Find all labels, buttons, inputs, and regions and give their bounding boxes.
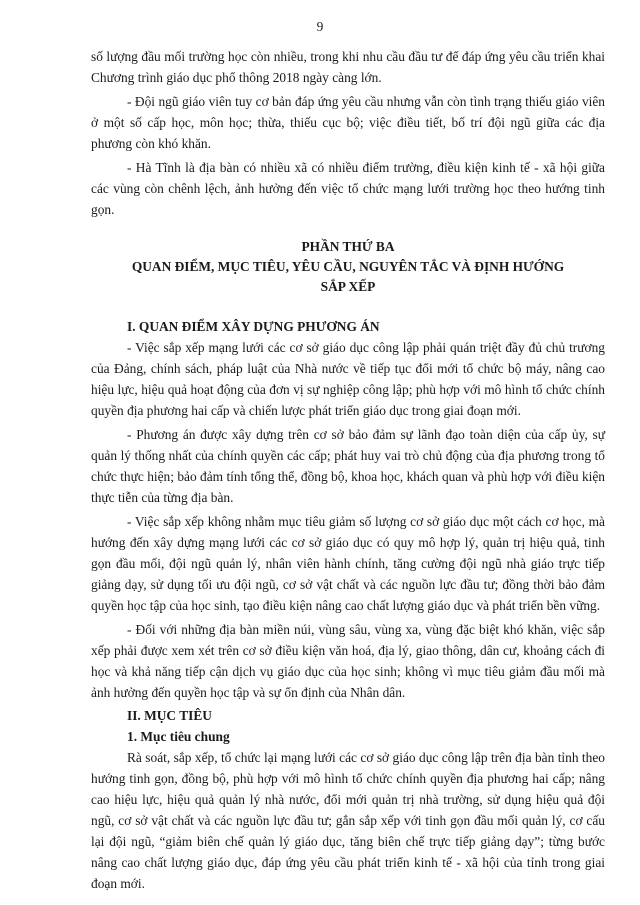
- part-title-line-3: SẮP XẾP: [320, 279, 376, 294]
- part-title-line-1: PHẦN THỨ BA: [301, 239, 395, 254]
- sub-heading-general-objective: 1. Mục tiêu chung: [127, 729, 230, 744]
- document-body: [91, 46, 605, 894]
- part-title-line-2: QUAN ĐIỂM, MỤC TIÊU, YÊU CẦU, NGUYÊN TẮC VÀ ĐỊNH HƯỚNG: [131, 259, 565, 274]
- paragraph-teacher-staff: - Đội ngũ giáo viên tuy cơ bản đáp ứng yêu cầu nhưng vẫn còn tình trạng thiếu giáo viên ở một số cấp học, môn học; thừa, thiếu cục bộ; việc điều tiết, bố trí đội ngũ giữa các địa phương còn khó khăn.: [91, 94, 605, 151]
- paragraph-viewpoint-3: - Việc sắp xếp không nhằm mục tiêu giảm số lượng cơ sở giáo dục một cách cơ học, mà hướng đến xây dựng mạng lưới các cơ sở giáo dục có quy mô hợp lý, quản trị hiệu quả, tinh gọn đầu mối, đội ngũ quản lý, nhân viên hành chính, tăng cường đội ngũ nhà giáo trực tiếp giảng dạy, sử dụng tối ưu đội ngũ, cơ sở vật chất và các nguồn lực đầu tư; đồng thời bảo đảm quyền học tập của học sinh, tạo điều kiện nâng cao chất lượng giáo dục và phát triển bền vững.: [91, 514, 605, 613]
- paragraph-continuation: số lượng đầu mối trường học còn nhiều, trong khi nhu cầu đầu tư để đáp ứng yêu cầu triển khai Chương trình giáo dục phổ thông 2018 ngày càng lớn.: [91, 49, 605, 85]
- section-heading-viewpoints: I. QUAN ĐIỂM XÂY DỰNG PHƯƠNG ÁN: [127, 319, 380, 334]
- page-number: 9: [316, 19, 324, 34]
- part-title-block: [91, 237, 605, 297]
- paragraph-viewpoint-1: - Việc sắp xếp mạng lưới các cơ sở giáo dục công lập phải quán triệt đầy đủ chủ trương của Đảng, chính sách, pháp luật của Nhà nước về tiếp tục đổi mới tổ chức bộ máy, nâng cao hiệu lực, hiệu quả hoạt động của đơn vị sự nghiệp công lập; phù hợp với mô hình tổ chức chính quyền địa phương hai cấp và chiến lược phát triển giáo dục trong giai đoạn mới.: [91, 340, 605, 418]
- paragraph-viewpoint-2: - Phương án được xây dựng trên cơ sở bảo đảm sự lãnh đạo toàn diện của cấp ủy, sự quản lý thống nhất của chính quyền các cấp; phát huy vai trò chủ động của địa phương trong tổ chức thực hiện; bảo đảm tính tổng thể, đồng bộ, khoa học, khách quan và phù hợp với điều kiện thực tiễn của từng địa bàn.: [91, 427, 605, 505]
- paragraph-ha-tinh: - Hà Tĩnh là địa bàn có nhiều xã có nhiều điểm trường, điều kiện kinh tế - xã hội giữa các vùng còn chênh lệch, ảnh hưởng đến việc tổ chức mạng lưới trường học theo hướng tinh gọn.: [91, 160, 605, 217]
- section-heading-objectives: II. MỤC TIÊU: [127, 708, 212, 723]
- paragraph-viewpoint-4: - Đối với những địa bàn miền núi, vùng sâu, vùng xa, vùng đặc biệt khó khăn, việc sắp xếp phải được xem xét trên cơ sở điều kiện văn hoá, địa lý, giao thông, dân cư, khoảng cách đi học và khả năng tiếp cận dịch vụ giáo dục của học sinh; không vì mục tiêu giảm đầu mối mà ảnh hưởng đến quyền học tập và sự ổn định của Nhân dân.: [91, 622, 605, 700]
- paragraph-general-objective: Rà soát, sắp xếp, tổ chức lại mạng lưới các cơ sở giáo dục công lập trên địa bàn tỉnh theo hướng tinh gọn, đồng bộ, phù hợp với mô hình tổ chức chính quyền địa phương hai cấp; nâng cao hiệu lực, hiệu quả quản lý nhà nước, đổi mới quản trị nhà trường, sử dụng hiệu quả đội ngũ, cơ sở vật chất và các nguồn lực đầu tư; gắn sắp xếp với tinh gọn đầu mối quản lý, cơ cấu lại đội ngũ, “giảm biên chế quản lý giáo dục, tăng biên chế trực tiếp giảng dạy”; từng bước nâng cao chất lượng giáo dục, đáp ứng yêu cầu phát triển kinh tế - xã hội của tỉnh trong giai đoạn mới.: [91, 750, 605, 891]
